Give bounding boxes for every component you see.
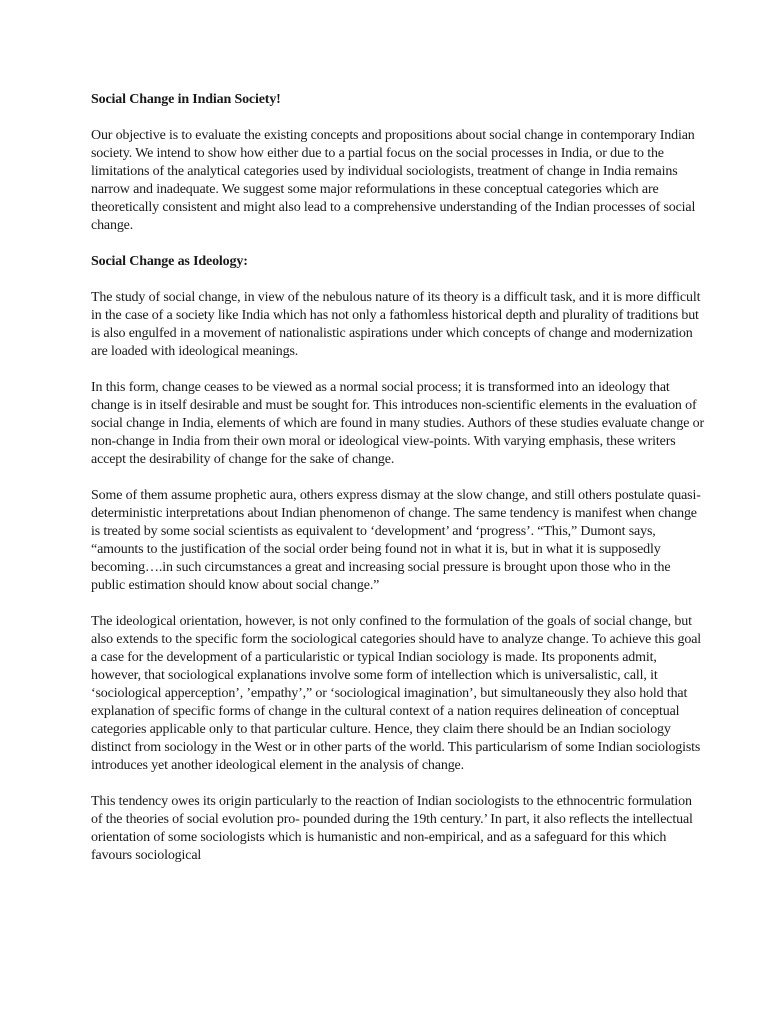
paragraph-form: In this form, change ceases to be viewed as a normal social process; it is transformed into an ideology that change is in itself desirable and must be sought for. This introduces non-scientific elements in the evaluation of social change in India, elements of which are found in many studies. Authors of these studies evaluate change or non-change in India from their own moral or ideological view-points. With varying emphasis, these writers accept the desirability of change for the sake of change. — [91, 380, 705, 467]
paragraph-orientation: The ideological orientation, however, is not only confined to the formulation of the goals of social change, but also extends to the specific form the sociological categories should have to analyze change. To achieve this goal a case for the development of a particularistic or typical Indian sociology is made. Its proponents admit, however, that sociological explanations involve some form of intellection which is universalistic, call, it ‘sociological apperception’, ’empathy’,” or ‘sociological imagination’, but simultaneously they also hold that explanation of specific forms of change in the cultural context of a nation requires delineation of conceptual categories applicable only to that particular culture. Hence, they claim there should be an Indian sociology distinct from sociology in the West or in other parts of the world. This particularism of some Indian sociologists introduces yet another ideological element in the analysis of change. — [91, 614, 702, 773]
paragraph-objective: Our objective is to evaluate the existing concepts and propositions about social change in contemporary Indian society. We intend to show how either due to a partial focus on the social processes in India, or due to the limitations of the analytical categories used by individual sociologists, treatment of change in India remains narrow and inadequate. We suggest some major reformulations in these conceptual categories which are theoretically consistent and might also lead to a comprehensive understanding of the Indian processes of social change. — [91, 128, 696, 233]
section-heading-social-change: Social Change in Indian Society! — [91, 92, 281, 107]
document-page — [91, 91, 705, 883]
paragraph-study: The study of social change, in view of the nebulous nature of its theory is a difficult task, and it is more difficult in the case of a society like India which has not only a fathomless historical depth and plurality of traditions but is also engulfed in a movement of nationalistic aspirations under which concepts of change and modernization are loaded with ideological meanings. — [91, 290, 701, 359]
section-heading-ideology: Social Change as Ideology: — [91, 254, 248, 269]
paragraph-tendency: This tendency owes its origin particularly to the reaction of Indian sociologists to the ethnocentric formulation of the theories of social evolution pro- pounded during the 19th century.’ In part, it also reflects the intellectual orientation of some sociologists which is humanistic and non-empirical, and as a safeguard for this which favours sociological — [91, 794, 693, 863]
paragraph-prophetic: Some of them assume prophetic aura, others express dismay at the slow change, and still others postulate quasi-deterministic interpretations about Indian phenomenon of change. The same tendency is manifest when change is treated by some social scientists as equivalent to ‘development’ and ‘progress’. “This,” Dumont says, “amounts to the justification of the social order being found not in what it is, but in what it is supposedly becoming….in such circumstances a great and increasing social pressure is brought upon those who in the public estimation should know about social change.” — [91, 488, 701, 593]
